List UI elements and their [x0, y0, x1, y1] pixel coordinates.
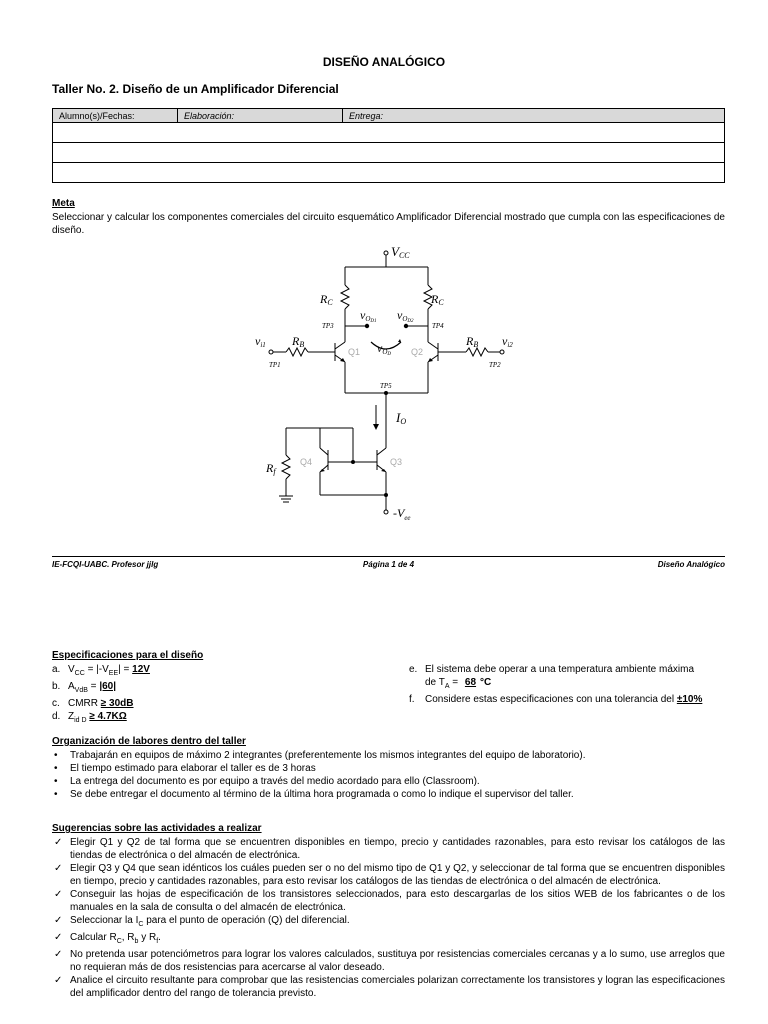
- list-item: ✓ No pretenda usar potenciómetros para lograr los valores calculados, sustituya por resistencias comerciales cercanas y a lo sumo, use arreglos que no requieran más de dos resistencias para acercarse al valor deseado.: [54, 949, 725, 973]
- list-item: ✓ Analice el circuito resultante para comprobar que las resistencias comerciales polarizan correctamente los transistores y logran las especificaciones del amplificador dentro del rango de tolerancia previsto.: [54, 975, 725, 999]
- meta-heading: Meta: [52, 198, 75, 209]
- delivery-header: Entrega:: [343, 109, 725, 123]
- q4-label: Q4: [300, 457, 313, 467]
- rc-right-label: RC: [431, 292, 444, 307]
- list-item: • Trabajarán en equipos de máximo 2 integrantes (preferentemente los mismos integrantes del equipo de laboratorio).: [54, 750, 586, 761]
- q1-label: Q1: [348, 347, 361, 357]
- rf-label: Rf: [266, 461, 276, 476]
- io-label: IO: [396, 410, 407, 426]
- spec-item-c: c. CMRR ≥ 30dB: [52, 698, 134, 709]
- suggestions-list: [52, 836, 725, 1000]
- spec-item-f: f. Considere estas especificaciones con una tolerancia del ±10%: [409, 694, 703, 705]
- specs-heading: Especificaciones para el diseño: [52, 650, 204, 661]
- list-item: ✓ Calcular $R_C$, $R_b$ y $R_f$.: [54, 932, 161, 945]
- tp4-label: TP4: [432, 322, 444, 330]
- suggestions-heading: Sugerencias sobre las actividades a realizar: [52, 823, 262, 834]
- tp1-label: TP1: [269, 361, 281, 369]
- meta-text: Seleccionar y calcular los componentes comerciales del circuito esquemático Amplificador Diferencial mostrado que cumpla con las especificaciones de diseño.: [52, 212, 725, 236]
- footer-right: Diseño Analógico: [657, 560, 725, 569]
- vi2-label: vi2: [502, 334, 513, 349]
- rb-right-label: RB: [466, 334, 479, 349]
- document-title: DISEÑO ANALÓGICO: [322, 55, 446, 69]
- spec-item-b: b. $A_{VdB} = |60|$: [52, 681, 117, 694]
- tp5-label: TP5: [380, 382, 392, 390]
- elaboration-header: Elaboración:: [178, 109, 343, 123]
- vod1-label: vOD1: [360, 308, 377, 324]
- specs-list-left: [52, 663, 392, 727]
- spec-item-e: e. El sistema debe operar a una temperatura ambiente máxima: [409, 664, 695, 675]
- list-item: • Se debe entregar el documento al término de la última hora programada o como lo indique el supervisor del taller.: [54, 789, 574, 800]
- workshop-title: Taller No. 2. Diseño de un Amplificador Diferencial: [52, 82, 339, 96]
- vcc-label: VCC: [391, 244, 410, 260]
- page-footer: [52, 556, 725, 569]
- tp2-label: TP2: [489, 361, 501, 369]
- vod2-label: vOD2: [397, 308, 414, 324]
- list-item: ✓ Seleccionar la $I_C$ para el punto de operación (Q) del diferencial.: [54, 915, 350, 928]
- spec-item-a: a. $V_{CC} = |-V_{EE}| = 12V$: [52, 664, 150, 677]
- list-item: ✓ Elegir Q1 y Q2 de tal forma que se encuentren disponibles en tiempo, precio y cantidades razonables, para esto revisar los catálogos de las tiendas de electrónica o del almacén de electrónica.: [54, 837, 725, 861]
- list-item: • El tiempo estimado para elaborar el taller es de 3 horas: [54, 763, 316, 774]
- students-dates-header: Alumno(s)/Fechas:: [53, 109, 178, 123]
- footer-left: IE-FCQI-UABC. Profesor jjlg: [52, 560, 159, 569]
- list-item: • La entrega del documento es por equipo a través del medio acordado para ello (Classroom).: [54, 776, 480, 787]
- q2-label: Q2: [411, 347, 424, 357]
- spec-item-d: d. $Z_{id D} \ge 4.7K\Omega$: [52, 711, 127, 724]
- specs-list-right: [409, 663, 725, 706]
- rb-left-label: RB: [292, 334, 305, 349]
- spec-item-e-cont: de $T_A = 68$ °C: [425, 677, 492, 690]
- organization-heading: Organización de labores dentro del taller: [52, 736, 246, 747]
- rc-left-label: RC: [320, 292, 333, 307]
- tp3-label: TP3: [322, 322, 334, 330]
- list-item: ✓ Conseguir las hojas de especificación de los transistores seleccionados, para esto descargarlas de los sitios WEB de los fabricantes o de los manuales en la sala de consulta o del almacén de electrónica.: [54, 889, 725, 913]
- vod-label: vOD: [377, 341, 392, 357]
- footer-page-number: Página 1 de 4: [362, 560, 415, 569]
- q3-label: Q3: [390, 457, 403, 467]
- vi1-label: vi1: [255, 334, 266, 349]
- organization-list: [52, 749, 725, 801]
- list-item: ✓ Elegir Q3 y Q4 que sean idénticos los cuáles pueden ser o no del mismo tipo de Q1 y Q2, y seleccionar de tal forma que se encuentren disponibles en tiempo, precio y cantidades razonables, para esto revisar los catálogos de las tiendas de electrónica o del almacén de electrónica.: [54, 863, 725, 887]
- vee-label: $-V_{ee}$: [393, 506, 411, 522]
